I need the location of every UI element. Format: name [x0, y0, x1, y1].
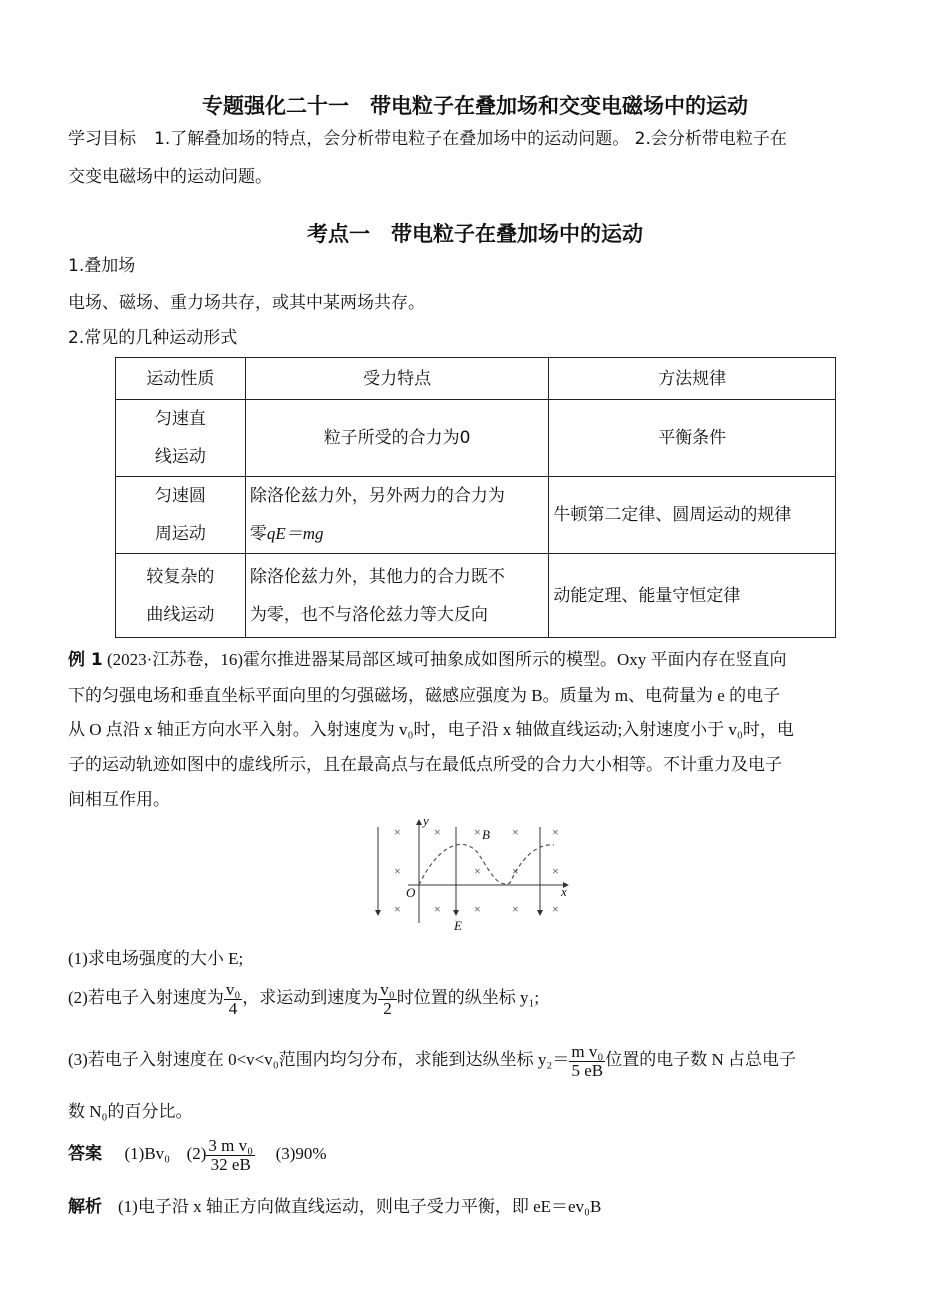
table-row: [116, 554, 836, 638]
question-3: [68, 1040, 796, 1080]
table-cell-text: 除洛伦兹力外，另外两力的合力为: [249, 486, 505, 506]
table-cell: 平衡条件: [549, 400, 836, 477]
example-line-1: [68, 645, 787, 670]
table-cell: 粒子所受的合力为0: [245, 400, 549, 477]
table-cell: [116, 477, 246, 554]
fraction-mv0-over-5eB: [569, 1043, 605, 1080]
cross-mark: ×: [434, 902, 441, 916]
question-2-text: ，求运动到速度为: [242, 988, 379, 1007]
example-line-5: 间相互作用。: [68, 790, 170, 809]
cross-mark: ×: [512, 825, 519, 839]
cross-mark: ×: [394, 902, 401, 916]
answer-3: (3)90%: [275, 1144, 327, 1163]
table-cell-text: 曲线运动: [146, 604, 215, 625]
field-diagram: [368, 815, 578, 935]
fraction-numerator: v₀: [380, 979, 395, 999]
example-source: (2023·江苏卷，16): [107, 650, 243, 669]
analysis-label: 解析: [68, 1197, 102, 1217]
motion-types-table: [115, 357, 836, 638]
table-cell: [116, 554, 246, 638]
cross-mark: ×: [552, 902, 559, 916]
learning-goals-line-2: 交变电磁场中的运动问题。: [68, 167, 272, 187]
analysis-line: [68, 1192, 601, 1217]
learning-goals-line-1: [68, 124, 787, 149]
page-title: 专题强化二十一 带电粒子在叠加场和交变电磁场中的运动: [202, 94, 748, 118]
cross-mark: ×: [474, 825, 481, 839]
example-line-3: 从 O 点沿 x 轴正方向水平入射。入射速度为 v₀时，电子沿 x 轴做直线运动;入射速度小于 v₀时，电: [68, 720, 794, 739]
table-cell-text: 为零，也不与洛伦兹力等大反向: [249, 604, 488, 625]
fraction-numerator: 3 m v₀: [208, 1135, 254, 1155]
table-cell: [245, 554, 549, 638]
question-3-text: 位置的电子数 N 占总电子: [605, 1050, 797, 1069]
analysis-text: (1)电子沿 x 轴正方向做直线运动，则电子受力平衡，即 eE＝ev₀B: [118, 1197, 602, 1216]
cross-mark: ×: [512, 864, 519, 878]
table-row: [116, 400, 836, 477]
item1-heading: 1.叠加场: [68, 256, 136, 276]
item1-text: 电场、磁场、重力场共存，或其中某两场共存。: [68, 293, 425, 313]
origin-label: O: [406, 885, 416, 900]
question-2-text: (2)若电子入射速度为: [68, 988, 224, 1007]
example-line-4: 子的运动轨迹如图中的虚线所示，且在最高点与在最低点所受的合力大小相等。不计重力及电子: [68, 755, 782, 774]
cross-mark: ×: [434, 825, 441, 839]
cross-mark: ×: [474, 902, 481, 916]
cross-mark: ×: [552, 864, 559, 878]
electric-field-label: E: [454, 918, 462, 933]
table-header-cell: 受力特点: [245, 358, 549, 400]
table-cell: 牛顿第二定律、圆周运动的规律: [549, 477, 836, 554]
trajectory-curve: [419, 844, 554, 885]
section-title: 考点一 带电粒子在叠加场中的运动: [307, 222, 643, 246]
cross-mark: ×: [474, 864, 481, 878]
learning-goals-text-1: 1.了解叠加场的特点，会分析带电粒子在叠加场中的运动问题。 2.会分析带电粒子在: [154, 129, 787, 149]
answer-line: [68, 1134, 327, 1174]
cross-mark: ×: [512, 902, 519, 916]
question-1: (1)求电场强度的大小 E;: [68, 949, 244, 968]
fraction-denominator: 32 eB: [210, 1154, 251, 1174]
table-cell-text: 零: [249, 524, 267, 544]
table-header-row: [116, 358, 836, 400]
table-cell-text: 匀速圆: [154, 486, 206, 506]
table-cell: [245, 477, 549, 554]
table-cell-text: 线运动: [154, 447, 206, 467]
example-label: 例 1: [68, 650, 103, 670]
fraction-v0-over-2: [378, 981, 396, 1018]
fraction-denominator: 5 eB: [571, 1060, 604, 1080]
answer-label: 答案: [68, 1144, 102, 1164]
answer-1: (1)Bv₀: [124, 1144, 171, 1163]
question-2-text: 时位置的纵坐标 y₁;: [396, 988, 540, 1007]
item2-heading: 2.常见的几种运动形式: [68, 328, 238, 348]
answer-2-prefix: (2): [186, 1144, 207, 1163]
x-axis-label: x: [561, 884, 567, 899]
fraction-denominator: 2: [383, 998, 392, 1018]
y-axis-label: y: [423, 815, 429, 828]
table-cell: 动能定理、能量守恒定律: [549, 554, 836, 638]
table-cell-text: 较复杂的: [146, 566, 215, 587]
question-3-text: (3)若电子入射速度在 0<v<v₀范围内均匀分布，求能到达纵坐标 y₂＝: [68, 1050, 570, 1069]
table-cell-text: 匀速直: [154, 409, 206, 429]
fraction-v0-over-4: [224, 981, 242, 1018]
table-row: [116, 477, 836, 554]
table-cell: [116, 400, 246, 477]
table-cell-text: 周运动: [154, 524, 206, 544]
cross-mark: ×: [394, 825, 401, 839]
magnetic-field-label: B: [482, 827, 490, 842]
question-3-line-2: 数 N₀的百分比。: [68, 1102, 193, 1121]
cross-mark: ×: [394, 864, 401, 878]
table-header-cell: 运动性质: [116, 358, 246, 400]
example-line-2: 下的匀强电场和垂直坐标平面向里的匀强磁场，磁感应强度为 B。质量为 m、电荷量为 e 的电子: [68, 686, 781, 705]
table-cell-equation: qE＝mg: [266, 524, 324, 543]
fraction-denominator: 4: [228, 998, 238, 1018]
example-text-1: 霍尔推进器某局部区域可抽象成如图所示的模型。Oxy 平面内存在竖直向: [242, 650, 787, 669]
question-2: [68, 978, 539, 1018]
table-header-cell: 方法规律: [549, 358, 836, 400]
fraction-numerator: v₀: [225, 979, 241, 999]
fraction-numerator: m v₀: [571, 1041, 604, 1061]
answer-2-fraction: [206, 1137, 255, 1174]
learning-goals-label: 学习目标: [68, 129, 136, 149]
table-cell-text: 除洛伦兹力外，其他力的合力既不: [249, 566, 505, 587]
cross-mark: ×: [552, 825, 559, 839]
